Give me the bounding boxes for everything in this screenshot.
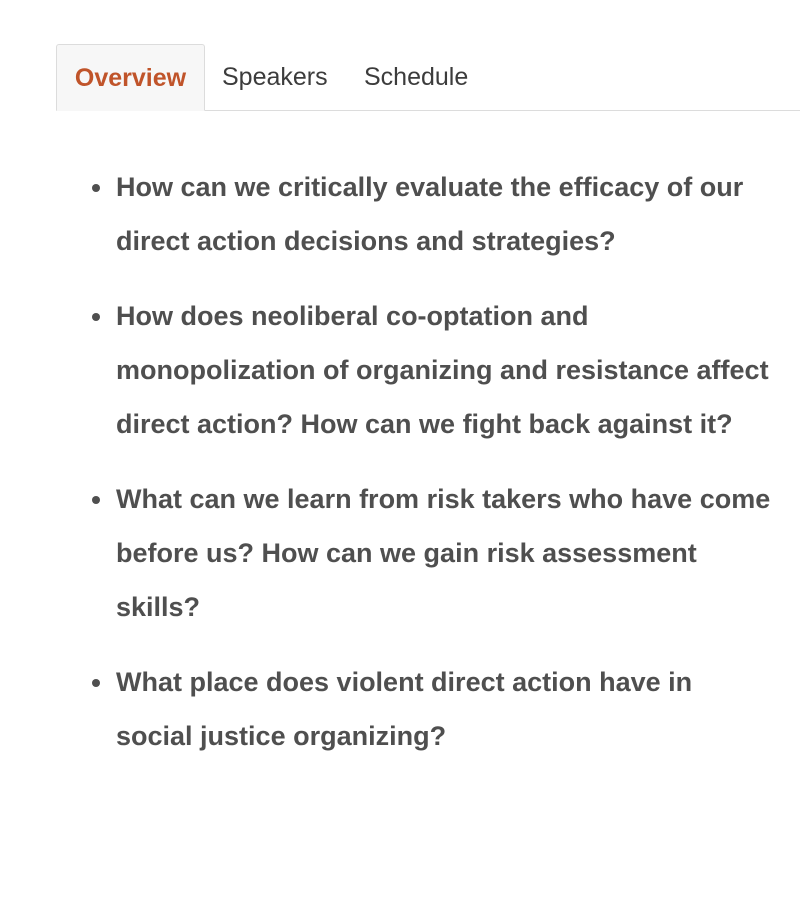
tab-bar — [56, 44, 800, 111]
overview-panel — [0, 160, 800, 784]
bullet-icon — [92, 679, 100, 687]
question-text: What can we learn from risk takers who have come before us? How can we gain risk assessment skills? — [116, 484, 771, 622]
list-item — [116, 289, 776, 451]
list-item — [116, 655, 776, 763]
bullet-icon — [92, 496, 100, 504]
question-text: How can we critically evaluate the efficacy of our direct action decisions and strategies? — [116, 172, 744, 256]
bullet-icon — [92, 313, 100, 321]
question-text: How does neoliberal co-optation and monopolization of organizing and resistance affect direct action? How can we fight back against it? — [116, 301, 769, 439]
tab-speakers[interactable]: Speakers — [222, 63, 328, 91]
tab-schedule[interactable]: Schedule — [364, 63, 469, 91]
question-text: What place does violent direct action have in social justice organizing? — [116, 667, 693, 751]
question-list — [0, 160, 776, 763]
list-item — [116, 160, 776, 268]
tab-overview[interactable]: Overview — [56, 44, 205, 111]
list-item — [116, 472, 776, 634]
bullet-icon — [92, 184, 100, 192]
